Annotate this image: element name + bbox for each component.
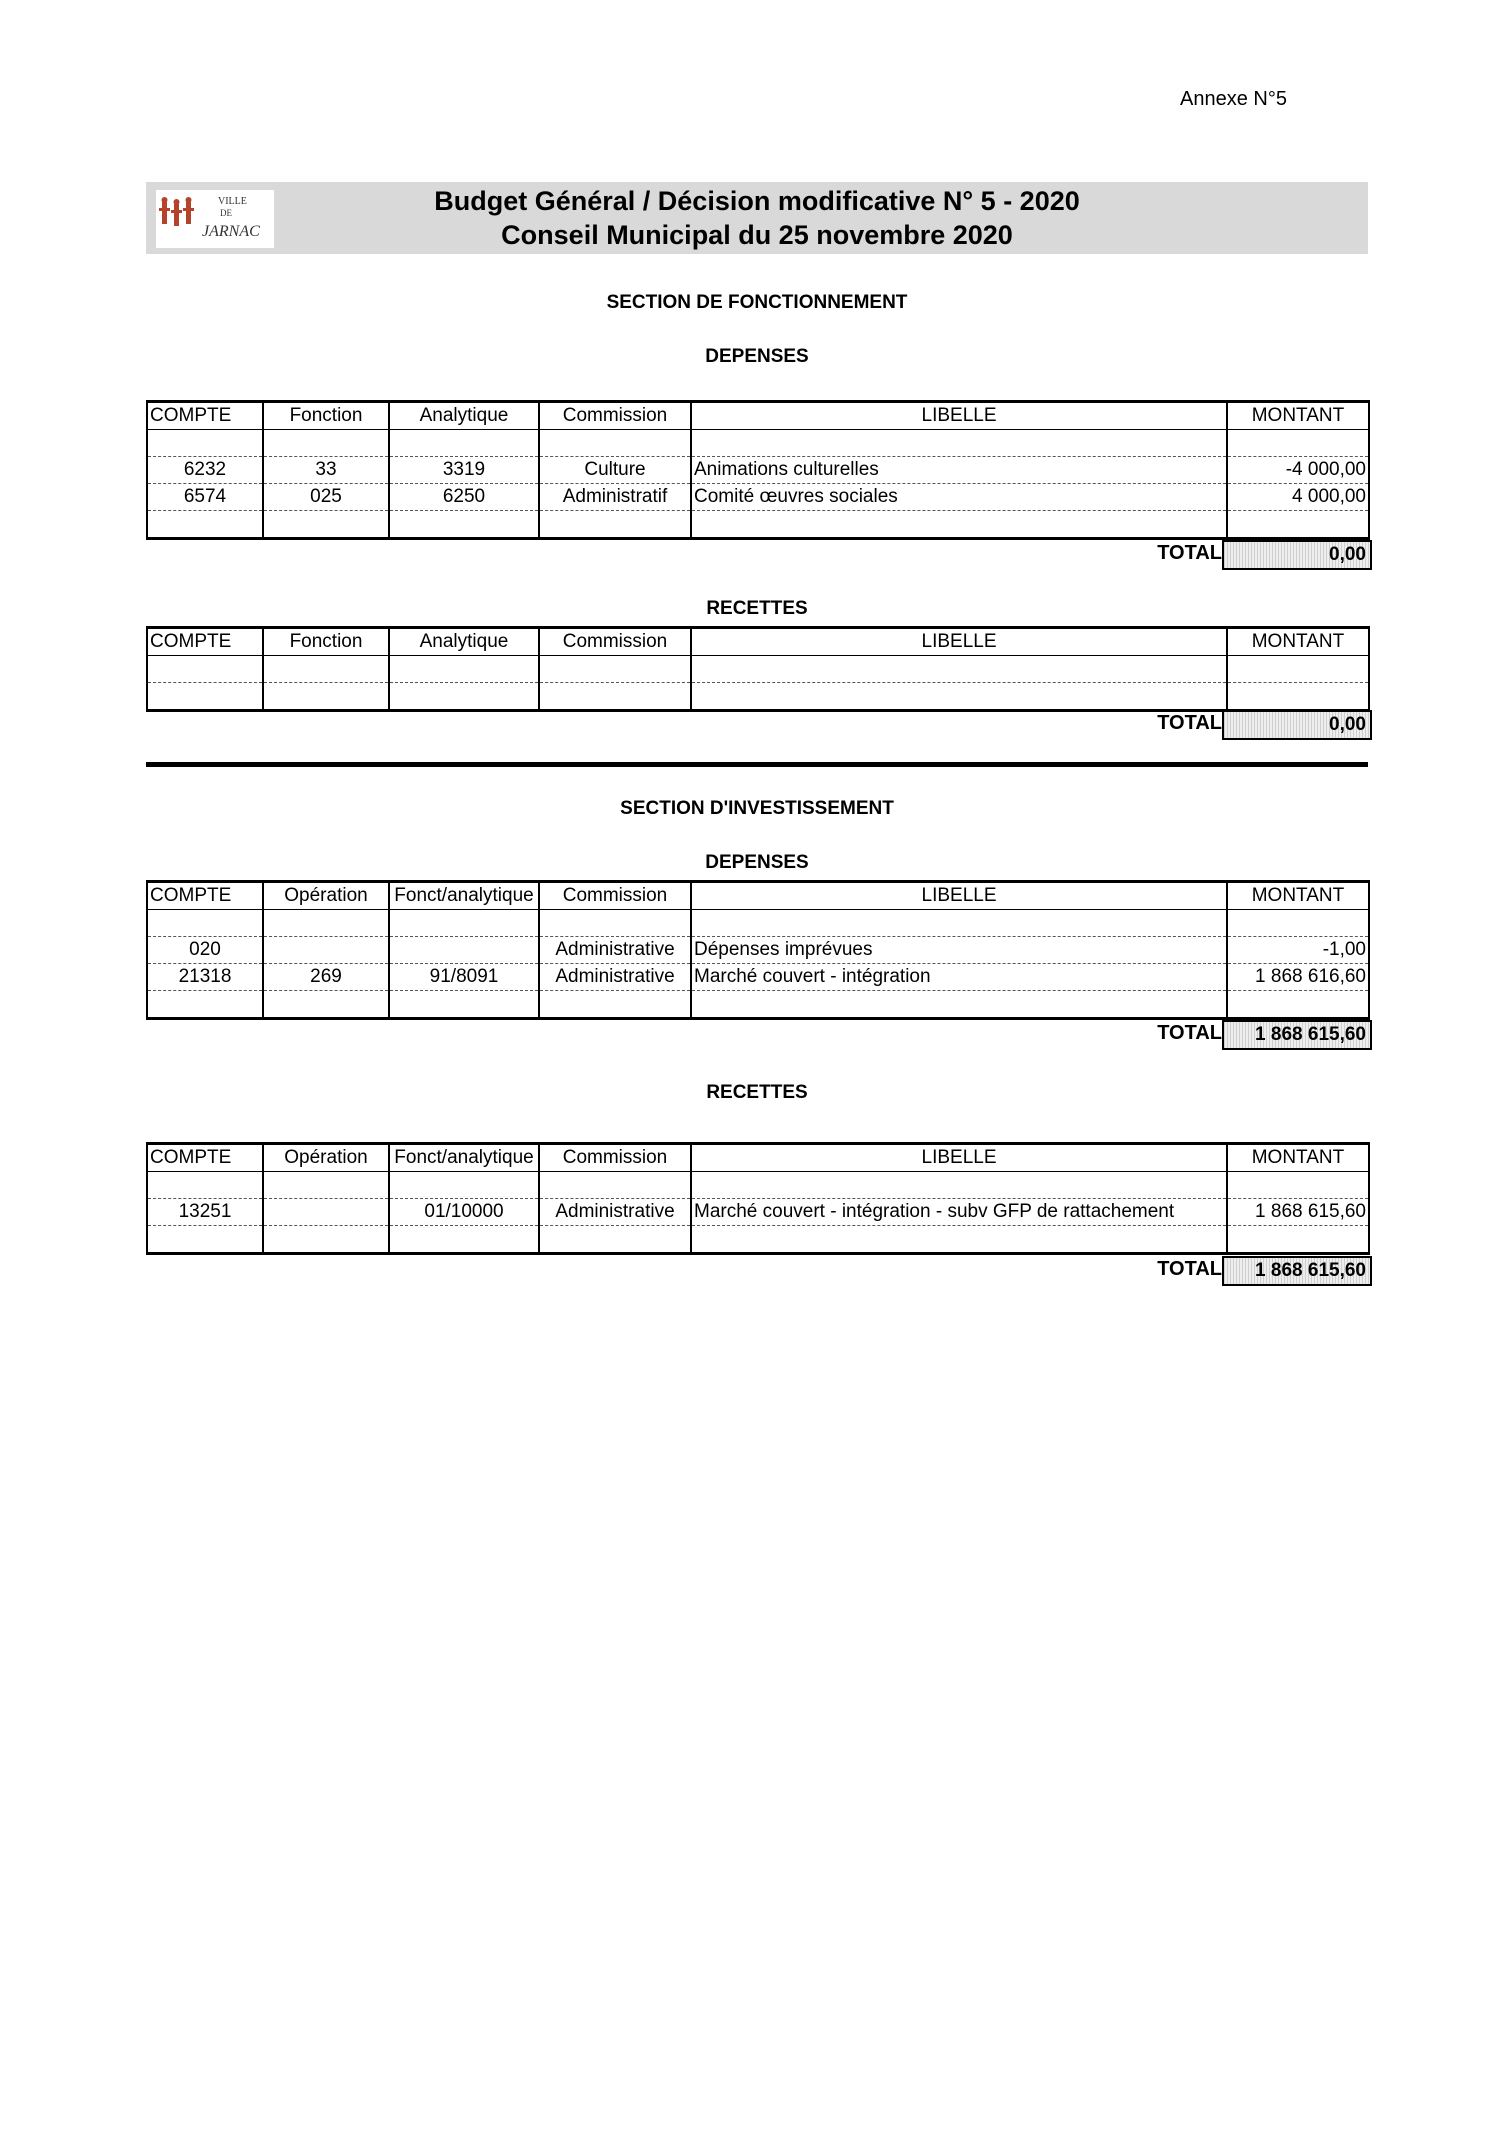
cell bbox=[1227, 1226, 1369, 1254]
operation-cell bbox=[263, 1199, 389, 1226]
header-cell: LIBELLE bbox=[691, 628, 1227, 656]
total-value: 1 868 615,60 bbox=[1222, 1020, 1372, 1050]
operation-cell: 269 bbox=[263, 964, 389, 991]
cell bbox=[1227, 683, 1369, 711]
fonction-cell: 33 bbox=[263, 457, 389, 484]
analytique-cell: 3319 bbox=[389, 457, 539, 484]
table-row bbox=[147, 656, 1369, 683]
cell bbox=[389, 910, 539, 937]
section-fonctionnement-title: SECTION DE FONCTIONNEMENT bbox=[606, 292, 908, 313]
svg-text:DE: DE bbox=[220, 208, 232, 218]
invest-depenses-table bbox=[146, 880, 1370, 1020]
svg-text:JARNAC: JARNAC bbox=[202, 223, 260, 240]
total-label: TOTAL bbox=[1157, 712, 1222, 734]
header-cell: MONTANT bbox=[1227, 1144, 1369, 1172]
table-row bbox=[147, 937, 1369, 964]
cell bbox=[389, 656, 539, 683]
cell bbox=[147, 1172, 263, 1199]
cell bbox=[691, 430, 1227, 457]
header-cell: COMPTE bbox=[147, 628, 263, 656]
cell bbox=[539, 511, 691, 539]
total-value: 0,00 bbox=[1222, 710, 1372, 740]
cell bbox=[1227, 511, 1369, 539]
compte-cell: 21318 bbox=[147, 964, 263, 991]
cell bbox=[691, 910, 1227, 937]
cell bbox=[539, 683, 691, 711]
cell bbox=[1227, 430, 1369, 457]
header-cell: Opération bbox=[263, 882, 389, 910]
document-title: Budget Général / Décision modificative N° 5 - 2020 bbox=[434, 186, 1080, 216]
operation-cell bbox=[263, 937, 389, 964]
header-cell: Analytique bbox=[389, 402, 539, 430]
cell bbox=[691, 656, 1227, 683]
fonct-depenses-title: DEPENSES bbox=[705, 346, 809, 367]
cell bbox=[263, 1172, 389, 1199]
fonct-recettes-title: RECETTES bbox=[706, 598, 808, 619]
cell bbox=[263, 1226, 389, 1254]
table-row bbox=[147, 457, 1369, 484]
header-cell: Commission bbox=[539, 1144, 691, 1172]
header-cell: Fonct/analytique bbox=[389, 1144, 539, 1172]
cell bbox=[539, 991, 691, 1019]
cell bbox=[263, 910, 389, 937]
cell bbox=[539, 1172, 691, 1199]
libelle-cell: Marché couvert - intégration bbox=[691, 964, 1227, 991]
cell bbox=[1227, 656, 1369, 683]
cell bbox=[389, 683, 539, 711]
table-row bbox=[147, 1199, 1369, 1226]
table-header-row bbox=[147, 402, 1369, 430]
cell bbox=[147, 683, 263, 711]
header-cell: LIBELLE bbox=[691, 882, 1227, 910]
cell bbox=[539, 910, 691, 937]
cell bbox=[389, 430, 539, 457]
cell bbox=[1227, 910, 1369, 937]
header-cell: Commission bbox=[539, 628, 691, 656]
cell bbox=[263, 430, 389, 457]
table-header-row bbox=[147, 882, 1369, 910]
header-cell: Commission bbox=[539, 882, 691, 910]
table-row bbox=[147, 1226, 1369, 1254]
table-row bbox=[147, 430, 1369, 457]
invest-depenses-title: DEPENSES bbox=[705, 852, 809, 873]
total-label: TOTAL bbox=[1157, 1022, 1222, 1044]
cell bbox=[389, 1226, 539, 1254]
annex-number: Annexe N°5 bbox=[1180, 88, 1287, 110]
table-header-row bbox=[147, 1144, 1369, 1172]
cell bbox=[263, 683, 389, 711]
cell bbox=[539, 656, 691, 683]
header-cell: MONTANT bbox=[1227, 402, 1369, 430]
compte-cell: 13251 bbox=[147, 1199, 263, 1226]
svg-text:VILLE: VILLE bbox=[218, 196, 247, 207]
table-header-row bbox=[147, 628, 1369, 656]
fonct-recettes-table bbox=[146, 626, 1370, 712]
cell bbox=[389, 991, 539, 1019]
table-row bbox=[147, 1172, 1369, 1199]
libelle-cell: Marché couvert - intégration - subv GFP de rattachement bbox=[691, 1199, 1227, 1226]
total-value: 1 868 615,60 bbox=[1222, 1256, 1372, 1286]
header-cell: Fonction bbox=[263, 628, 389, 656]
cell bbox=[691, 1226, 1227, 1254]
cell bbox=[389, 511, 539, 539]
invest-recettes-title: RECETTES bbox=[706, 1082, 808, 1103]
compte-cell: 020 bbox=[147, 937, 263, 964]
analytique-cell: 6250 bbox=[389, 484, 539, 511]
cell bbox=[147, 511, 263, 539]
total-label: TOTAL bbox=[1157, 542, 1222, 564]
section-investissement-title: SECTION D'INVESTISSEMENT bbox=[620, 798, 894, 819]
header-cell: Fonction bbox=[263, 402, 389, 430]
fonct-analytique-cell bbox=[389, 937, 539, 964]
fonction-cell: 025 bbox=[263, 484, 389, 511]
header-cell: Commission bbox=[539, 402, 691, 430]
header-cell: COMPTE bbox=[147, 1144, 263, 1172]
header-cell: COMPTE bbox=[147, 402, 263, 430]
fonct-depenses-table bbox=[146, 400, 1370, 540]
commission-cell: Administrative bbox=[539, 964, 691, 991]
header-cell: MONTANT bbox=[1227, 882, 1369, 910]
total-label: TOTAL bbox=[1157, 1258, 1222, 1280]
table-row bbox=[147, 683, 1369, 711]
libelle-cell: Dépenses imprévues bbox=[691, 937, 1227, 964]
libelle-cell: Animations culturelles bbox=[691, 457, 1227, 484]
header-cell: Opération bbox=[263, 1144, 389, 1172]
cell bbox=[147, 430, 263, 457]
cell bbox=[691, 1172, 1227, 1199]
fonct-analytique-cell: 91/8091 bbox=[389, 964, 539, 991]
fonct-analytique-cell: 01/10000 bbox=[389, 1199, 539, 1226]
table-row bbox=[147, 511, 1369, 539]
document-subtitle: Conseil Municipal du 25 novembre 2020 bbox=[501, 220, 1013, 250]
montant-cell: 1 868 615,60 bbox=[1227, 1199, 1369, 1226]
cell bbox=[147, 910, 263, 937]
header-cell: LIBELLE bbox=[691, 1144, 1227, 1172]
libelle-cell: Comité œuvres sociales bbox=[691, 484, 1227, 511]
commission-cell: Administrative bbox=[539, 937, 691, 964]
table-row bbox=[147, 910, 1369, 937]
montant-cell: 1 868 616,60 bbox=[1227, 964, 1369, 991]
table-row bbox=[147, 484, 1369, 511]
header-cell: COMPTE bbox=[147, 882, 263, 910]
cell bbox=[1227, 1172, 1369, 1199]
table-row bbox=[147, 991, 1369, 1019]
section-divider bbox=[146, 762, 1368, 767]
compte-cell: 6232 bbox=[147, 457, 263, 484]
total-value: 0,00 bbox=[1222, 540, 1372, 570]
cell bbox=[263, 511, 389, 539]
cell bbox=[539, 1226, 691, 1254]
commission-cell: Administratif bbox=[539, 484, 691, 511]
compte-cell: 6574 bbox=[147, 484, 263, 511]
commission-cell: Administrative bbox=[539, 1199, 691, 1226]
montant-cell: 4 000,00 bbox=[1227, 484, 1369, 511]
cell bbox=[147, 1226, 263, 1254]
cell bbox=[263, 991, 389, 1019]
header-cell: MONTANT bbox=[1227, 628, 1369, 656]
header-cell: Analytique bbox=[389, 628, 539, 656]
cell bbox=[1227, 991, 1369, 1019]
header-cell: Fonct/analytique bbox=[389, 882, 539, 910]
montant-cell: -4 000,00 bbox=[1227, 457, 1369, 484]
cell bbox=[389, 1172, 539, 1199]
header-cell: LIBELLE bbox=[691, 402, 1227, 430]
cell bbox=[691, 991, 1227, 1019]
commission-cell: Culture bbox=[539, 457, 691, 484]
cell bbox=[539, 430, 691, 457]
cell bbox=[263, 656, 389, 683]
cell bbox=[691, 511, 1227, 539]
cell bbox=[147, 991, 263, 1019]
invest-recettes-table bbox=[146, 1142, 1370, 1255]
table-row bbox=[147, 964, 1369, 991]
montant-cell: -1,00 bbox=[1227, 937, 1369, 964]
cell bbox=[691, 683, 1227, 711]
cell bbox=[147, 656, 263, 683]
